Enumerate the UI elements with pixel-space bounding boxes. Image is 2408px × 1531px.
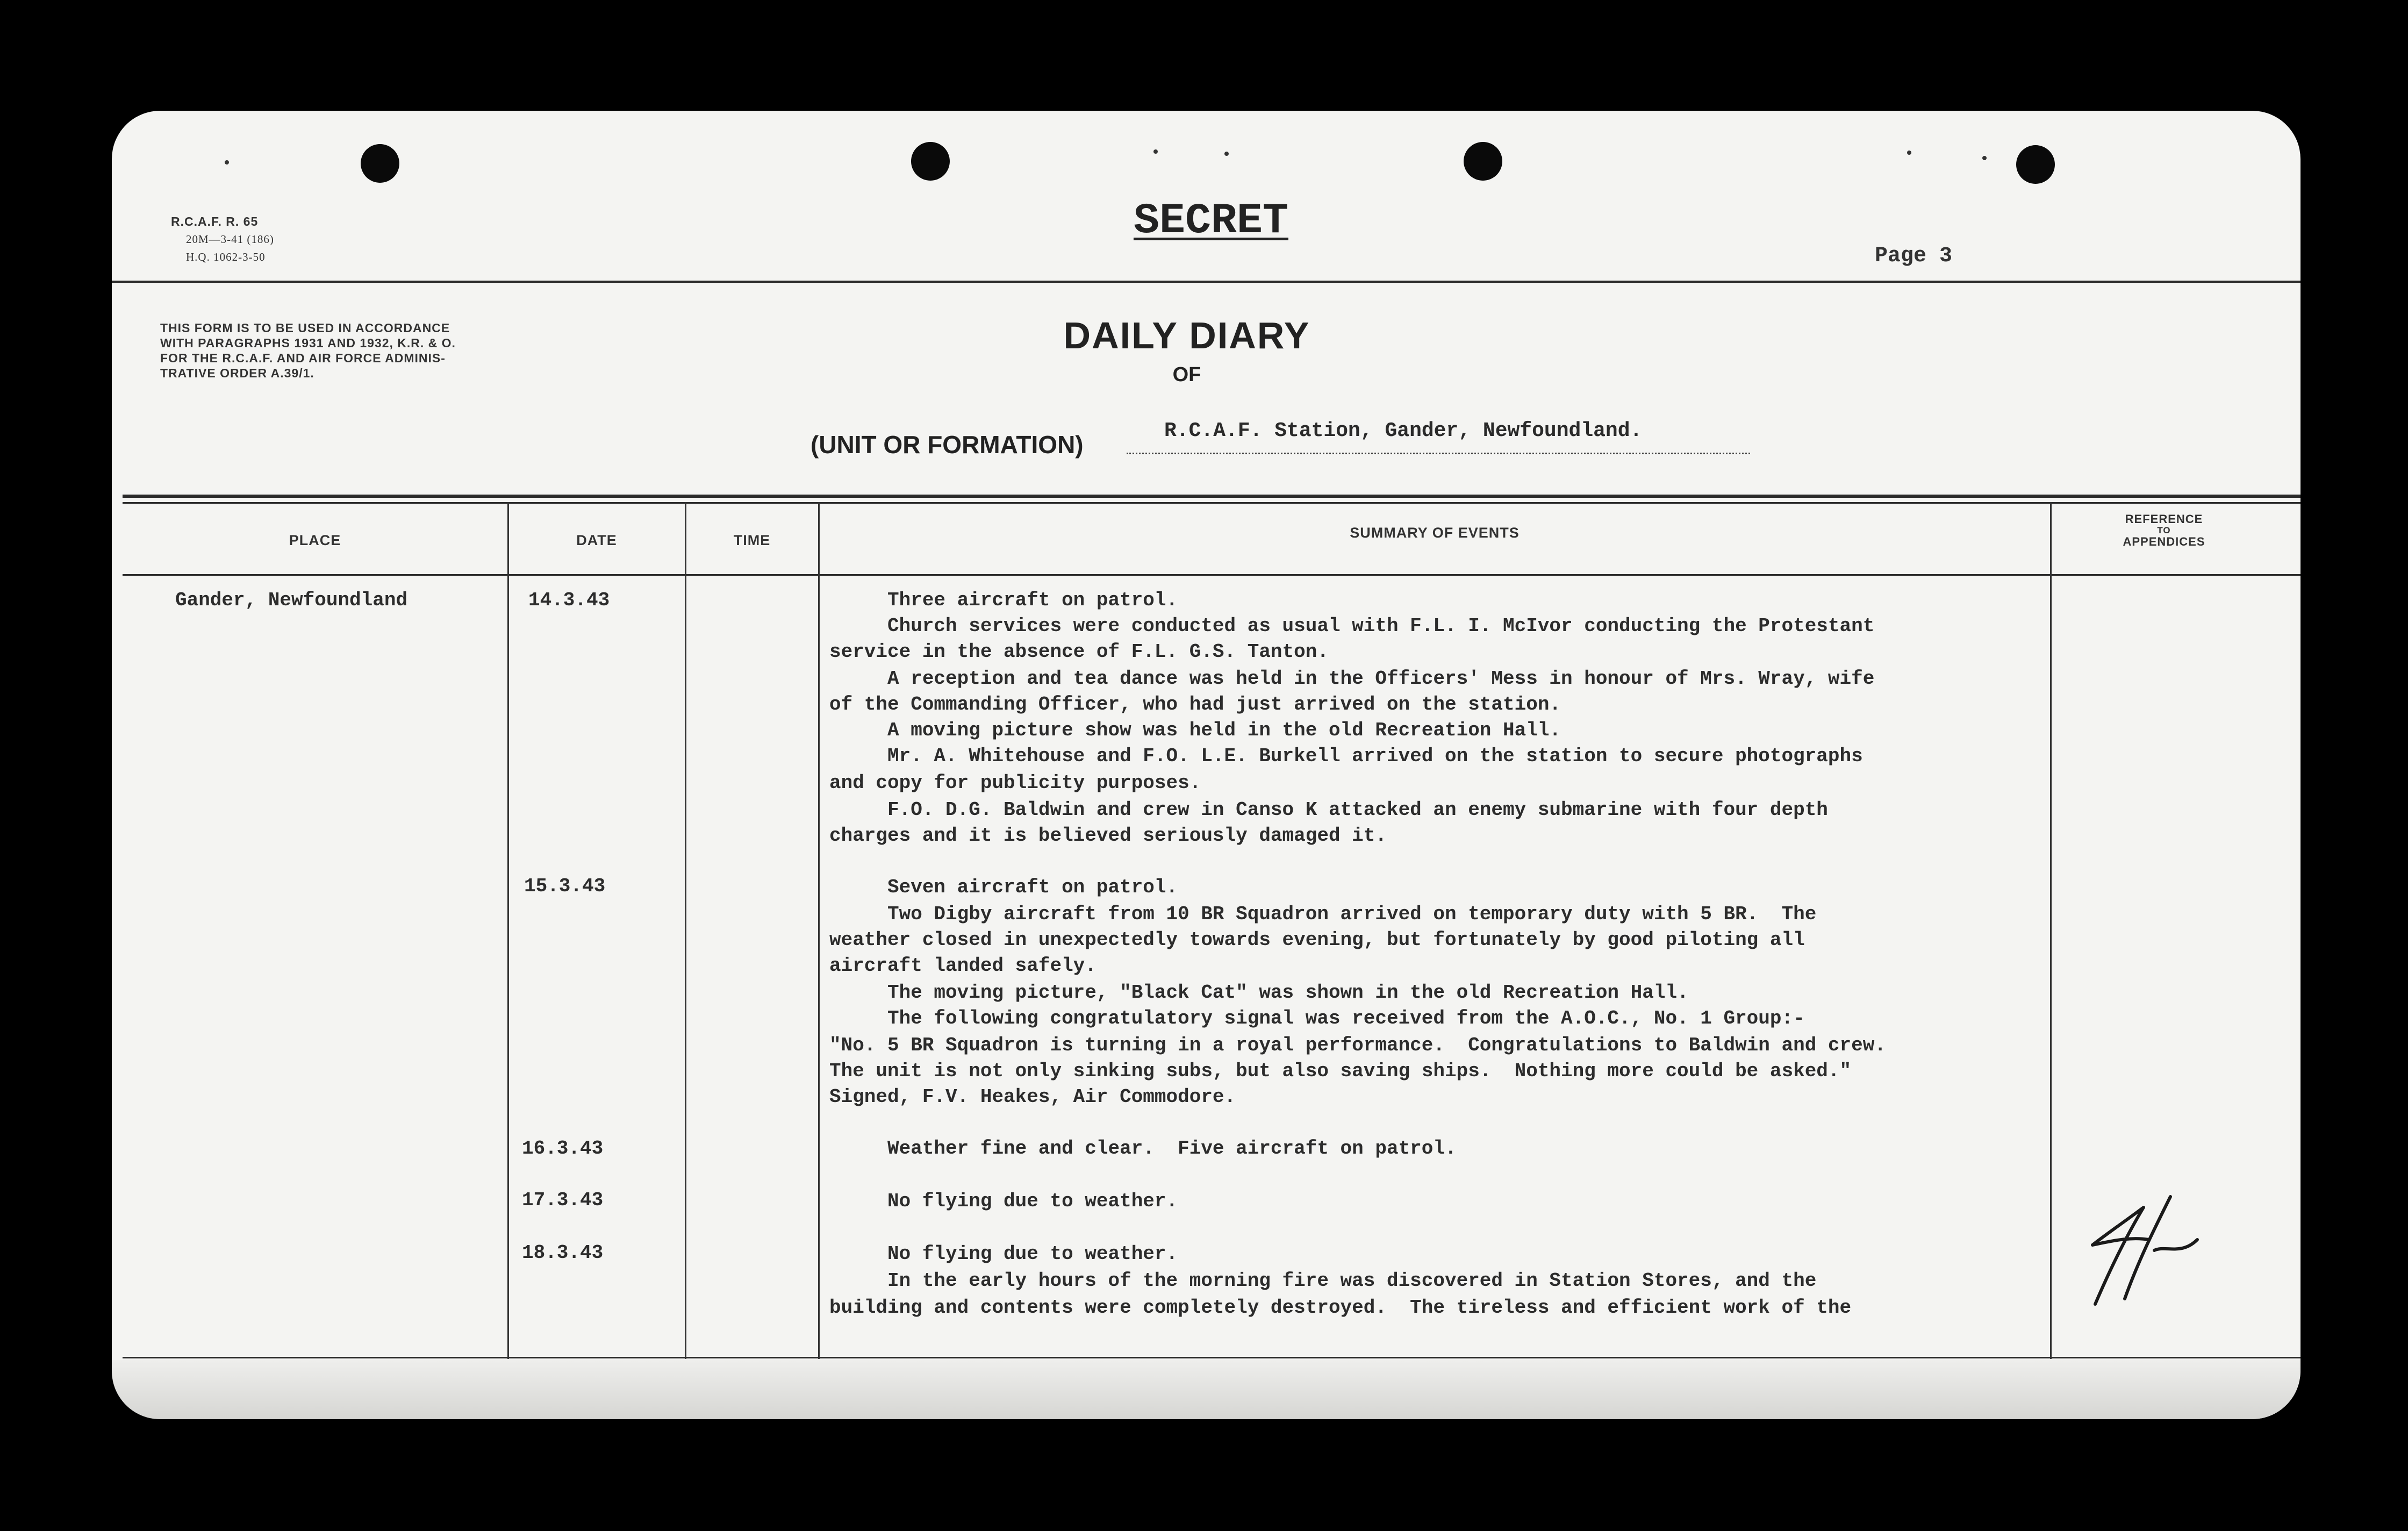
summary-line: F.O. D.G. Baldwin and crew in Canso K attacked an enemy submarine with four depth bbox=[829, 799, 1828, 821]
entry-date: 18.3.43 bbox=[522, 1242, 604, 1264]
summary-line: A reception and tea dance was held in the Officers' Mess in honour of Mrs. Wray, wife bbox=[829, 668, 1875, 690]
page-number: Page 3 bbox=[1875, 244, 1953, 268]
summary-line: The unit is not only sinking subs, but also saving ships. Nothing more could be asked." bbox=[829, 1060, 1852, 1082]
summary-line: The following congratulatory signal was received from the A.O.C., No. 1 Group:- bbox=[829, 1007, 1805, 1029]
summary-line: Three aircraft on patrol. bbox=[829, 589, 1178, 611]
summary-line: Church services were conducted as usual with F.L. I. McIvor conducting the Protestant bbox=[829, 615, 1875, 637]
entry-date: 16.3.43 bbox=[522, 1137, 604, 1160]
of-label: OF bbox=[1172, 363, 1201, 386]
speck bbox=[1153, 149, 1158, 154]
summary-line: The moving picture, "Black Cat" was shown in the old Recreation Hall. bbox=[829, 982, 1689, 1004]
entry-date: 14.3.43 bbox=[528, 589, 610, 611]
entry-date: 15.3.43 bbox=[524, 875, 606, 897]
summary-line: "No. 5 BR Squadron is turning in a royal performance. Congratulations to Baldwin and crew. bbox=[829, 1034, 1886, 1056]
instruction-line: FOR THE R.C.A.F. AND AIR FORCE ADMINIS- bbox=[160, 351, 446, 365]
speck bbox=[1907, 151, 1911, 155]
column-header-summary: SUMMARY OF EVENTS bbox=[1350, 525, 1520, 541]
instruction-line: WITH PARAGRAPHS 1931 AND 1932, K.R. & O. bbox=[160, 336, 456, 350]
table-top-rule bbox=[123, 495, 2300, 498]
header-rule bbox=[112, 281, 2300, 283]
column-header-rule bbox=[123, 574, 2300, 576]
instruction-line: THIS FORM IS TO BE USED IN ACCORDANCE bbox=[160, 321, 450, 335]
summary-line: and copy for publicity purposes. bbox=[829, 772, 1201, 794]
summary-line: aircraft landed safely. bbox=[829, 955, 1096, 977]
column-header-reference bbox=[2051, 513, 2277, 548]
table-top-rule-2 bbox=[123, 502, 2300, 504]
reference-word: TO bbox=[2157, 525, 2171, 535]
column-divider bbox=[818, 502, 820, 1359]
speck bbox=[1224, 152, 1229, 156]
place-cell: Gander, Newfoundland bbox=[175, 589, 408, 611]
unit-label: (UNIT OR FORMATION) bbox=[811, 431, 1084, 459]
table-bottom-rule bbox=[123, 1357, 2300, 1358]
summary-line: Mr. A. Whitehouse and F.O. L.E. Burkell arrived on the station to secure photographs bbox=[829, 745, 1863, 767]
summary-line: No flying due to weather. bbox=[829, 1243, 1178, 1265]
form-identifier bbox=[171, 213, 274, 266]
summary-line: Signed, F.V. Heakes, Air Commodore. bbox=[829, 1086, 1236, 1108]
entry-date: 17.3.43 bbox=[522, 1189, 604, 1211]
summary-line: In the early hours of the morning fire was discovered in Station Stores, and the bbox=[829, 1270, 1817, 1292]
summary-line: No flying due to weather. bbox=[829, 1190, 1178, 1212]
column-header-time: TIME bbox=[733, 532, 771, 548]
speck bbox=[1982, 156, 1987, 160]
diary-card bbox=[112, 111, 2300, 1419]
reference-word: REFERENCE bbox=[2125, 512, 2203, 526]
summary-line: building and contents were completely destroyed. The tireless and efficient work of the bbox=[829, 1297, 1852, 1319]
instruction-line: TRATIVE ORDER A.39/1. bbox=[160, 366, 314, 380]
punch-hole bbox=[1464, 142, 1502, 181]
speck bbox=[225, 160, 229, 164]
column-divider bbox=[507, 502, 509, 1359]
form-hq-ref: H.Q. 1062-3-50 bbox=[186, 251, 266, 263]
summary-line: A moving picture show was held in the old Recreation Hall. bbox=[829, 719, 1561, 741]
form-instructions bbox=[160, 320, 569, 381]
punch-hole bbox=[911, 142, 950, 181]
unit-dotted-line bbox=[1127, 453, 1750, 454]
summary-line: service in the absence of F.L. G.S. Tanton. bbox=[829, 641, 1329, 663]
punch-hole bbox=[2016, 145, 2055, 184]
summary-line: of the Commanding Officer, who had just arrived on the station. bbox=[829, 693, 1561, 716]
form-number: R.C.A.F. R. 65 bbox=[171, 214, 259, 228]
summary-line: Seven aircraft on patrol. bbox=[829, 876, 1178, 898]
column-header-place: PLACE bbox=[289, 532, 341, 548]
diary-title: DAILY DIARY bbox=[1063, 314, 1310, 356]
column-divider bbox=[2050, 502, 2052, 1359]
column-header-date: DATE bbox=[576, 532, 617, 548]
handwritten-initials bbox=[2074, 1175, 2213, 1315]
form-print-run: 20M—3-41 (186) bbox=[186, 233, 274, 246]
summary-line: weather closed in unexpectedly towards evening, but fortunately by good piloting all bbox=[829, 929, 1805, 951]
summary-line: Weather fine and clear. Five aircraft on patrol. bbox=[829, 1137, 1457, 1160]
reference-word: APPENDICES bbox=[2123, 535, 2205, 548]
classification-stamp: SECRET bbox=[1133, 197, 1289, 246]
unit-value: R.C.A.F. Station, Gander, Newfoundland. bbox=[1164, 419, 1643, 442]
column-divider bbox=[685, 502, 686, 1359]
punch-hole bbox=[361, 144, 399, 183]
summary-line: charges and it is believed seriously damaged it. bbox=[829, 825, 1387, 847]
summary-line: Two Digby aircraft from 10 BR Squadron arrived on temporary duty with 5 BR. The bbox=[829, 903, 1817, 925]
